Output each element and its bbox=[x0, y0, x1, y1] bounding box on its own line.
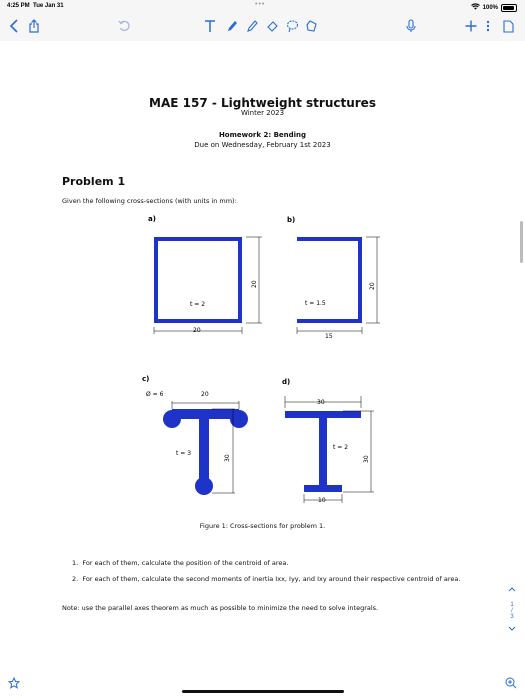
section-d-thickness: t = 2 bbox=[333, 444, 349, 451]
lasso-icon[interactable] bbox=[286, 18, 299, 34]
problem-heading: Problem 1 bbox=[62, 175, 126, 188]
cross-sections-figure bbox=[0, 41, 525, 700]
page-navigator[interactable] bbox=[506, 587, 518, 651]
figure-caption: Figure 1: Cross-sections for problem 1. bbox=[199, 522, 326, 530]
section-c-diameter: Ø = 6 bbox=[146, 391, 164, 398]
label-b: b) bbox=[287, 216, 296, 224]
section-c-thickness: t = 3 bbox=[176, 450, 192, 457]
section-c-height: 30 bbox=[224, 454, 231, 462]
status-right bbox=[471, 3, 517, 12]
share-icon[interactable] bbox=[28, 18, 40, 34]
question-1: 1. For each of them, calculate the position of the centroid of area. bbox=[72, 559, 289, 567]
chevron-down-icon[interactable] bbox=[506, 626, 518, 633]
page-separator: / bbox=[511, 608, 513, 614]
wifi-icon bbox=[471, 3, 480, 12]
star-icon[interactable] bbox=[8, 676, 20, 694]
section-d bbox=[285, 411, 361, 492]
page-icon[interactable] bbox=[503, 18, 514, 34]
section-a-width: 20 bbox=[193, 327, 201, 334]
section-b-thickness: t = 1.5 bbox=[305, 300, 326, 307]
problem-given: Given the following cross-sections (with units in mm): bbox=[62, 197, 237, 205]
page-current: 1 bbox=[510, 602, 514, 608]
label-c: c) bbox=[142, 375, 150, 383]
section-b-width: 15 bbox=[325, 333, 333, 340]
document-title: MAE 157 - Lightweight structures bbox=[149, 96, 376, 110]
zoom-icon[interactable] bbox=[505, 676, 517, 694]
homework-title: Homework 2: Bending bbox=[218, 131, 307, 139]
undo-icon[interactable] bbox=[118, 18, 130, 34]
status-bar bbox=[0, 0, 525, 12]
more-icon[interactable] bbox=[486, 18, 490, 34]
section-b-height: 20 bbox=[369, 282, 376, 290]
highlighter-icon[interactable] bbox=[246, 18, 258, 34]
section-d-width-bottom: 10 bbox=[318, 497, 326, 504]
section-b bbox=[297, 237, 362, 323]
pen-icon[interactable] bbox=[226, 18, 238, 34]
section-d-height: 30 bbox=[363, 455, 370, 463]
section-a-height: 20 bbox=[251, 280, 258, 288]
eraser-icon[interactable] bbox=[266, 18, 279, 34]
section-a bbox=[154, 237, 242, 323]
note-text: Note: use the parallel axes theorem as much as possible to minimize the need to solve integrals. bbox=[62, 604, 379, 612]
add-icon[interactable] bbox=[465, 18, 477, 34]
page-total: 3 bbox=[510, 614, 514, 620]
section-c-width: 20 bbox=[201, 391, 209, 398]
text-tool-icon[interactable] bbox=[204, 18, 216, 34]
document-page[interactable] bbox=[0, 41, 525, 700]
battery-icon bbox=[501, 4, 517, 12]
section-a-thickness: t = 2 bbox=[190, 301, 206, 308]
due-date: Due on Wednesday, February 1st 2023 bbox=[194, 141, 331, 149]
bottom-bar bbox=[0, 670, 525, 700]
multitasking-dots[interactable]: ••• bbox=[255, 1, 266, 8]
status-time: 4:25 PM Tue Jan 31 bbox=[7, 3, 64, 9]
label-d: d) bbox=[282, 378, 291, 386]
document-term: Winter 2023 bbox=[240, 109, 285, 117]
question-2: 2. For each of them, calculate the second moments of inertia Ixx, Iyy, and Ixy around their respective centroid of area. bbox=[72, 575, 461, 583]
chevron-up-icon[interactable] bbox=[506, 587, 518, 594]
section-d-width-top: 30 bbox=[317, 399, 325, 406]
chevron-left-icon[interactable] bbox=[9, 18, 19, 34]
shapes-icon[interactable] bbox=[305, 18, 318, 34]
toolbar bbox=[0, 12, 525, 40]
label-a: a) bbox=[148, 215, 156, 223]
scrollbar[interactable] bbox=[520, 221, 523, 263]
battery-percent: 100% bbox=[482, 4, 498, 11]
mic-icon[interactable] bbox=[406, 18, 416, 34]
home-indicator[interactable] bbox=[182, 690, 344, 693]
